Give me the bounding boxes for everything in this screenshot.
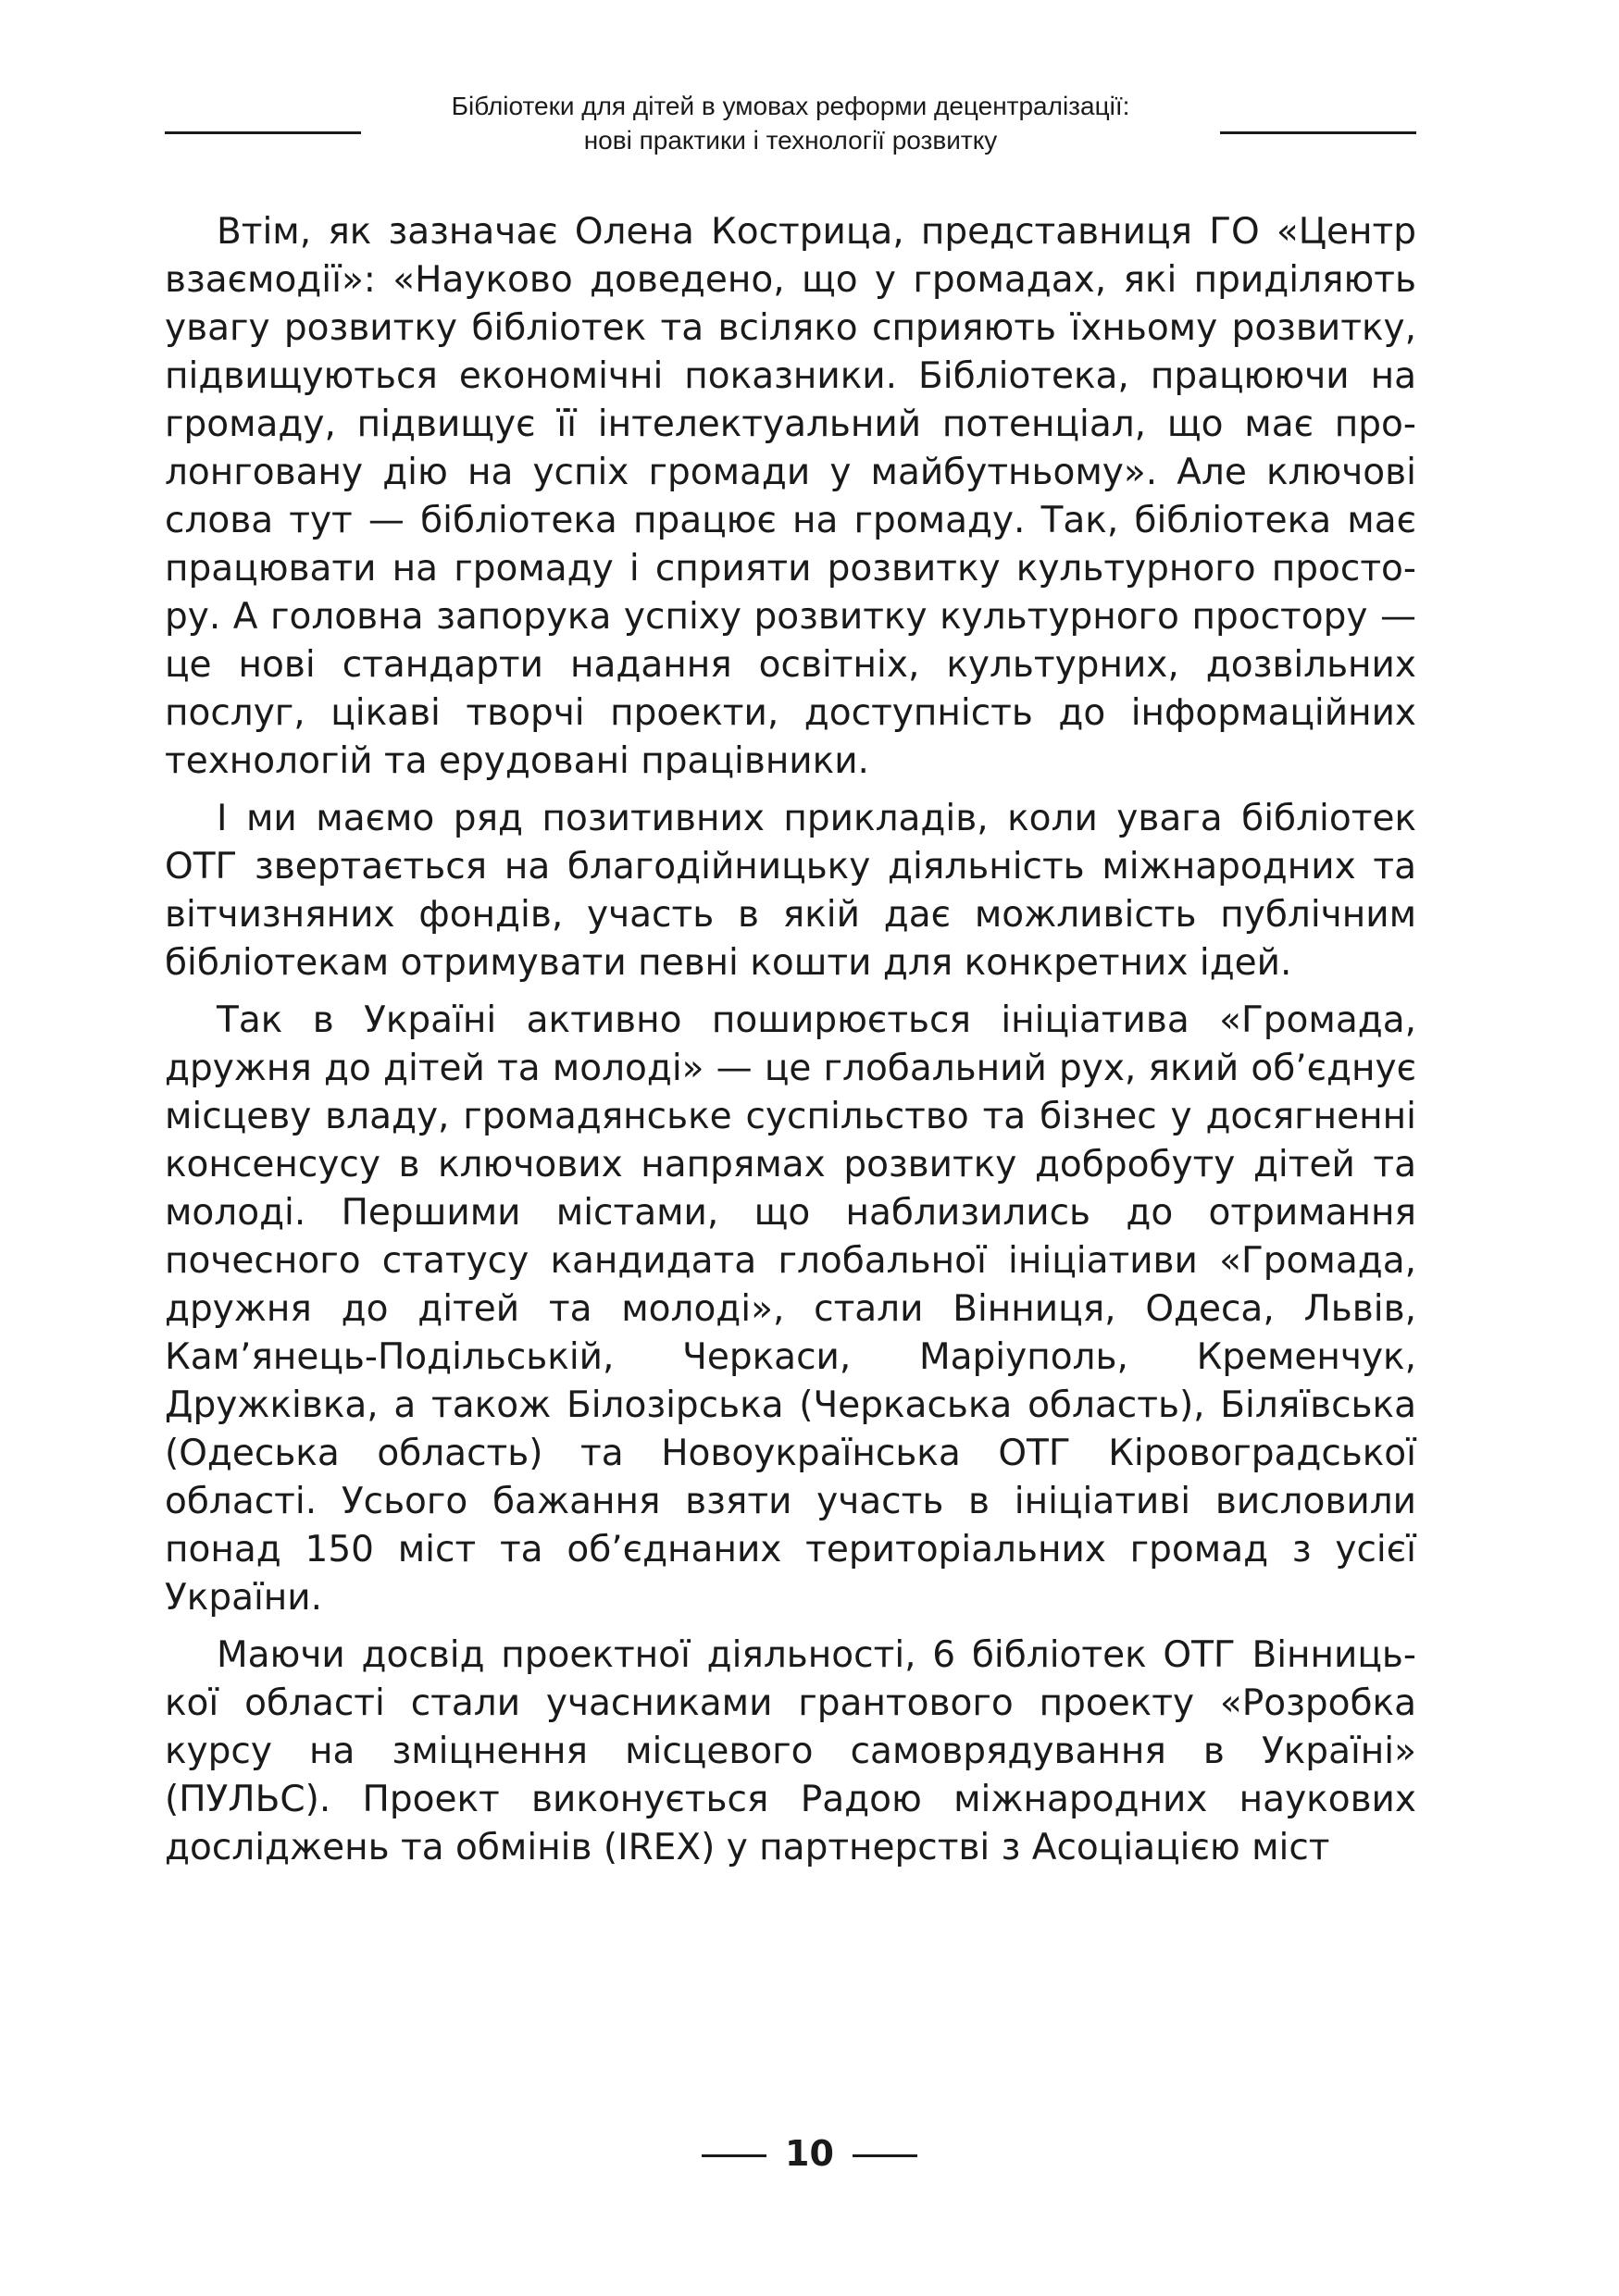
header-rule-right xyxy=(1220,131,1416,134)
page-number-dash-left xyxy=(702,2154,766,2157)
paragraph: Втім, як зазначає Олена Кострица, представниця ГО «Центр взаємодії»: «Науково доведено, що у громадах, які приділяють увагу розвитку бібліотек та всіляко сприяють їхньому розвитку, підвищуються економічні показники. Бібліотека, працюючи на громаду, підвищує її інтелектуальний потенціал, що має пролонговану дію на успіх громади у майбутньому». Але ключові слова тут — бібліотека працює на громаду. Так, бібліотека має працювати на громаду і сприяти розвитку культурного простору. А головна запорука успіху розвитку культурного простору — це нові стандарти надання освітніх, культурних, дозвільних послуг, цікаві творчі проекти, доступність до інформаційних технологій та ерудовані працівники. xyxy=(165,211,1416,782)
paragraph: І ми маємо ряд позитивних прикладів, коли увага бібліотек ОТГ звертається на благодійницьку діяльність міжнародних та вітчизняних фондів, участь в якій дає можливість публічним бібліотекам отримувати певні кошти для конкретних ідей. xyxy=(165,798,1416,984)
header-title-line-2: нові практики і технології розвитку xyxy=(583,126,998,155)
paragraph: Маючи досвід проектної діяльності, 6 бібліотек ОТГ Вінницької області стали учасниками грантового проекту «Розробка курсу на зміцнення місцевого самоврядування в Україні» (ПУЛЬС). Проект виконується Радою міжнародних наукових досліджень та обмінів (IREX) у партнерстві з Асоціацією міст xyxy=(165,1634,1416,1868)
page-footer xyxy=(0,2133,1619,2174)
body-text xyxy=(165,208,1416,1881)
header-rule-left xyxy=(165,131,361,134)
page-number-dash-right xyxy=(853,2154,917,2157)
paragraph: Так в Україні активно поширюється ініціатива «Громада, дружня до дітей та молоді» — це глобальний рух, який об’єднує місцеву владу, громадянське суспільство та бізнес у досягненні консенсусу в ключових напрямах розвитку добробуту дітей та молоді. Першими містами, що наблизились до отримання почесного статусу кандидата глобальної ініціативи «Громада, дружня до дітей та молоді», стали Вінниця, Одеса, Львів, Кам’янець-Подільській, Черкаси, Маріуполь, Кременчук, Дружківка, а також Білозірська (Черкаська область), Біляївська (Одеська область) та Новоукраїнська ОТГ Кіровоградської області. Усього бажання взяти участь в ініціативі висловили понад 150 міст та об’єднаних територіальних громад з усієї України. xyxy=(165,999,1416,1619)
header-title-line-1: Бібліотеки для дітей в умовах реформи децентралізації: xyxy=(451,92,1130,120)
page-number: 10 xyxy=(785,2133,834,2174)
header-title xyxy=(361,89,1220,157)
